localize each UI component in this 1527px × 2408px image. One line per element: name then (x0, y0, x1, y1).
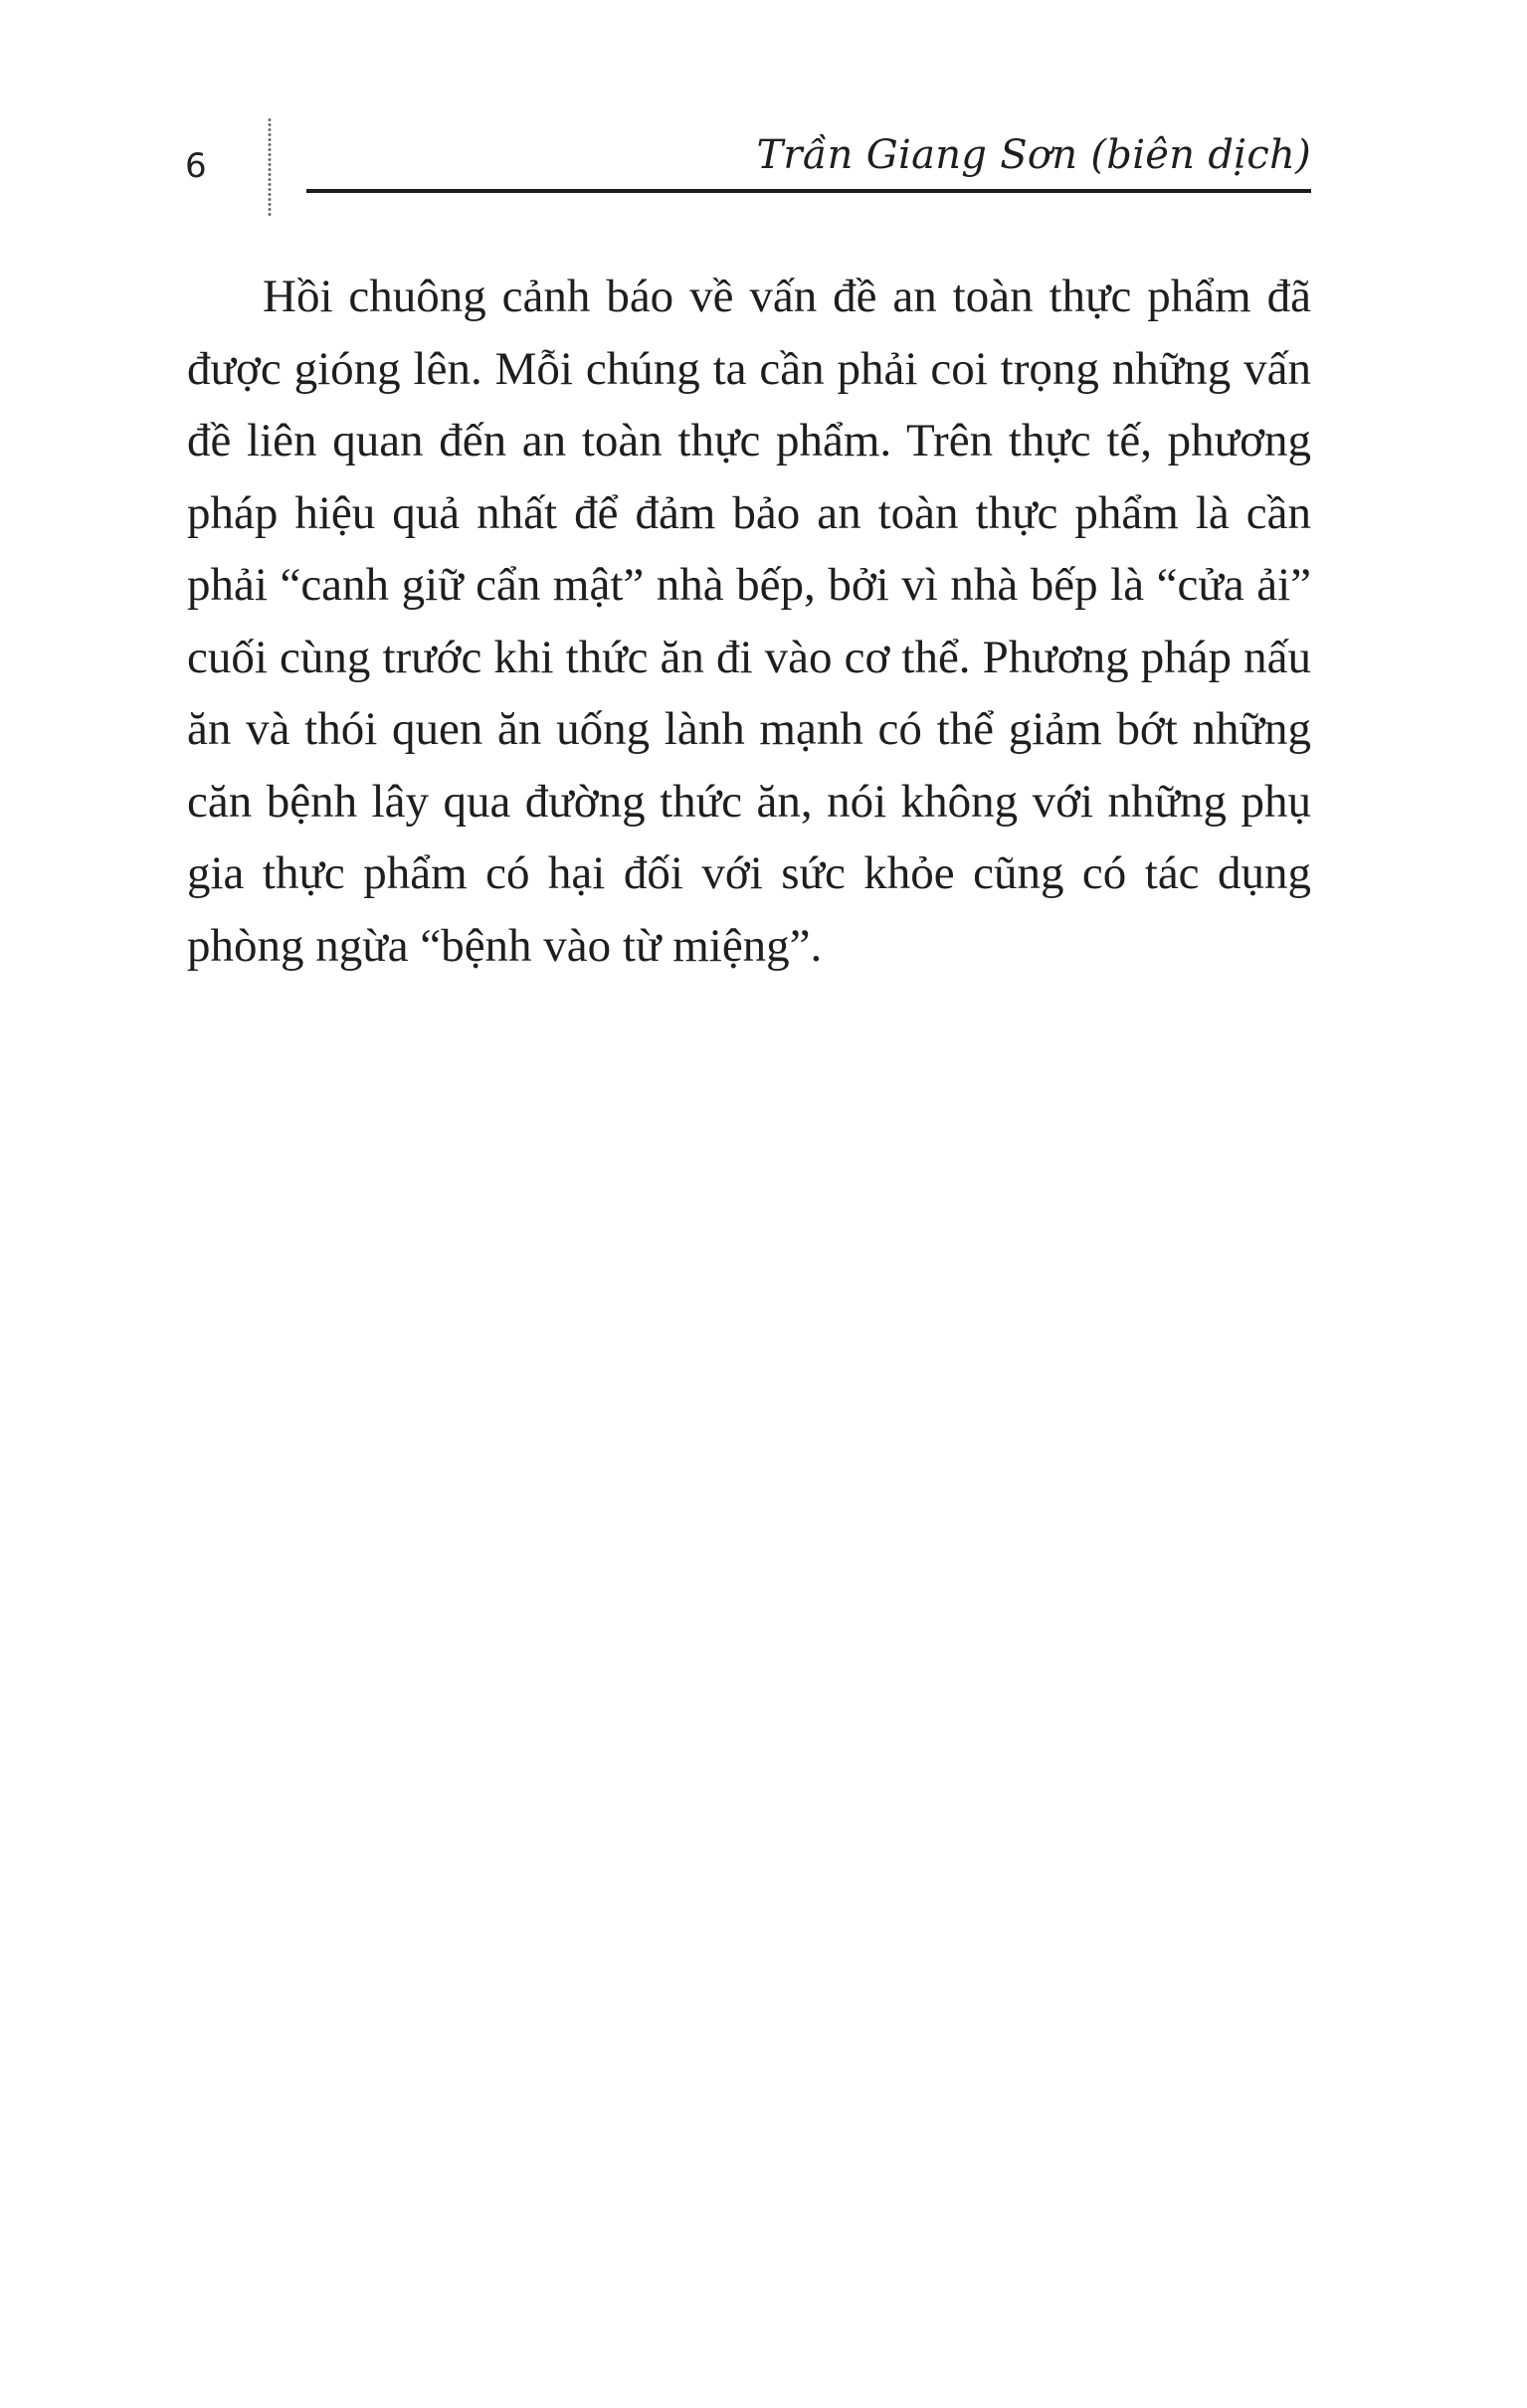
page-number: 6 (185, 146, 207, 186)
running-header-title: Trần Giang Sơn (biên dịch) (756, 132, 1311, 178)
header-ornament-divider (267, 117, 273, 217)
header-rule (306, 189, 1311, 193)
body-paragraph: Hồi chuông cảnh báo về vấn đề an toàn thực phẩm đã được gióng lên. Mỗi chúng ta cần phải coi trọng những vấn đề liên quan đến an toàn thực phẩm. Trên thực tế, phương pháp hiệu quả nhất để đảm bảo an toàn thực phẩm là cần phải “canh giữ cẩn mật” nhà bếp, bởi vì nhà bếp là “cửa ải” cuối cùng trước khi thức ăn đi vào cơ thể. Phương pháp nấu ăn và thói quen ăn uống lành mạnh có thể giảm bớt những căn bệnh lây qua đường thức ăn, nói không với những phụ gia thực phẩm có hại đối với sức khỏe cũng có tác dụng phòng ngừa “bệnh vào từ miệng”. (187, 271, 1311, 972)
